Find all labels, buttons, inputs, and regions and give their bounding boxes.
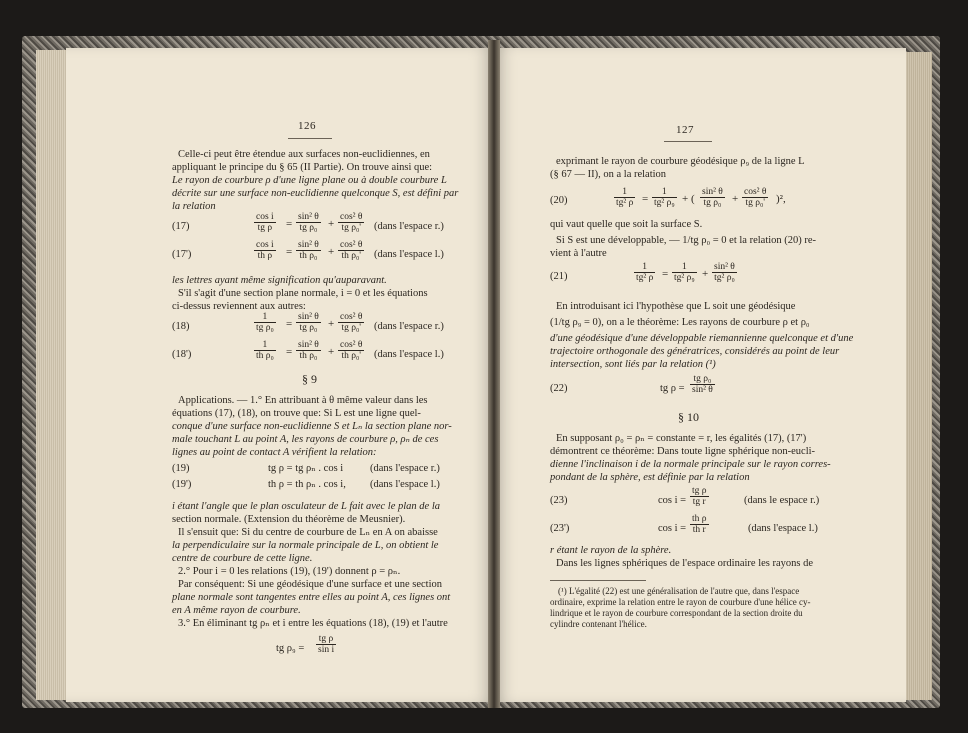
text-line: 3.° En éliminant tg ρₙ et i entre les équations (18), (19) et l'autre <box>178 618 448 629</box>
text-line: (1/tg ρ₉ = 0), on a le théorème: Les rayons de courbure ρ et ρ₀ <box>550 317 810 328</box>
equation-label: (17) <box>172 221 190 232</box>
equation-label: (23) <box>550 495 568 506</box>
text-line: i étant l'angle que le plan osculateur de L fait avec le plan de la <box>172 501 441 512</box>
equation-note: (dans l'espace l.) <box>374 349 444 360</box>
footnote-line: ordinaire, exprime la relation entre le rayon de courbure d'une hélice cy- <box>550 597 811 607</box>
equation-fraction: $\frac{\text{cos² θ}}{\text{tg ρ₀'}}$ <box>744 187 767 208</box>
page-number: 126 <box>298 120 316 132</box>
text-line: conque d'une surface non-euclidienne S et Lₙ la section plane nor- <box>172 421 452 432</box>
text-line: vient à l'autre <box>550 248 607 259</box>
left-page-edges <box>36 50 66 700</box>
text-line: trajectoire orthogonale des génératrices, considérés au point de leur <box>550 346 840 357</box>
equation-note: (dans l'espace l.) <box>748 523 818 534</box>
equation: tg ρ = <box>660 383 685 394</box>
text-line: la relation <box>172 201 216 212</box>
plus-sign: + <box>328 218 335 230</box>
equals-sign: = <box>286 318 293 330</box>
equation-fraction: $\frac{\text{cos² θ}}{\text{th ρ₀'}}$ <box>340 240 363 261</box>
equation-fraction: $\frac{\text{sin² θ}}{\text{tg ρ₀}}$ <box>702 187 723 208</box>
equation-fraction: $\frac{\text{cos² θ}}{\text{tg ρ₀'}}$ <box>340 312 363 333</box>
equation-fraction: $\frac{\text{sin² θ}}{\text{tg² ρ₀}}$ <box>714 262 735 283</box>
text-line: les lettres ayant même signification qu'auparavant. <box>172 275 387 286</box>
equation-fraction: $\frac{\text{sin² θ}}{\text{tg ρ₀}}$ <box>298 212 319 233</box>
equation-label: (18) <box>172 321 190 332</box>
text-line: démontrent ce théorème: Dans toute ligne sphérique non-eucli- <box>550 446 816 457</box>
footnote-line: lindrique et le rayon de courbure correspondant de la section droite du <box>550 608 803 618</box>
text-line: appliquant le principe du § 65 (II Partie). On trouve ainsi que: <box>172 162 433 173</box>
text-line: Le rayon de courbure ρ d'une ligne plane ou à double courbure L <box>172 175 447 186</box>
text-line: dienne l'inclinaison i de la normale principale sur le rayon corres- <box>550 459 831 470</box>
equation-fraction: $\frac{\text{th ρ}}{\text{th r}}$ <box>692 514 707 535</box>
equation: cos i = <box>658 523 687 534</box>
text-line: décrite sur une surface non-euclidienne quelconque S, est défini par <box>172 188 459 199</box>
footnote-rule <box>550 580 646 581</box>
text-line: Si S est une développable, — 1/tg ρ₀ = 0 et la relation (20) re- <box>556 235 817 246</box>
equation-fraction: $\frac{\text{cos i}}{\text{th ρ}}$ <box>256 240 274 261</box>
equation-note: (dans l'espace l.) <box>370 479 440 490</box>
equals-sign: = <box>286 246 293 258</box>
text-line: lignes au point de contact A vérifient la relation: <box>172 447 377 458</box>
equation-fraction: $\frac{1}{\text{tg ρ₀}}$ <box>256 312 274 333</box>
page-number-rule <box>288 138 332 139</box>
equation-note: (dans l'espace r.) <box>370 463 440 474</box>
text-line: la perpendiculaire sur la normale principale de L, on obtient le <box>172 540 439 551</box>
equation-fraction: $\frac{\text{cos² θ}}{\text{th ρ₀'}}$ <box>340 340 363 361</box>
section-heading: § 10 <box>678 410 699 424</box>
equation-fraction: $\frac{\text{cos i}}{\text{tg ρ}}$ <box>256 212 274 233</box>
text-line: d'une géodésique d'une développable riemannienne quelconque et d'une <box>550 333 854 344</box>
text-line: Applications. — 1.° En attribuant à θ même valeur dans les <box>178 395 428 406</box>
equation-label: (17') <box>172 249 192 260</box>
text-line: r étant le rayon de la sphère. <box>550 545 672 556</box>
equation-fraction: $\frac{1}{\text{tg² ρ₉}}$ <box>654 187 675 208</box>
footnote-line: cylindre contenant l'hélice. <box>550 619 647 629</box>
plus-sign: + <box>328 346 335 358</box>
equation-fraction: $\frac{1}{\text{tg² ρ₉}}$ <box>674 262 695 283</box>
equation-note: (dans l'espace r.) <box>374 321 444 332</box>
text-line: (§ 67 — II), on a la relation <box>550 169 667 180</box>
text-line: exprimant le rayon de courbure géodésique ρ₉ de la ligne L <box>556 156 805 167</box>
text-line: section normale. (Extension du théorème de Meusnier). <box>172 514 406 525</box>
equation-label: (22) <box>550 383 568 394</box>
text-line: Dans les lignes sphériques de l'espace ordinaire les rayons de <box>556 558 814 569</box>
equation-fraction: $\frac{1}{\text{th ρ₀}}$ <box>256 340 274 361</box>
equation-note: (dans l'espace r.) <box>374 221 444 232</box>
equation: tg ρ₉ = <box>276 643 305 654</box>
footnote-line: (¹) L'égalité (22) est une généralisation de l'autre que, dans l'espace <box>558 586 800 596</box>
equals-sign: = <box>662 268 669 280</box>
plus-sign: + <box>328 318 335 330</box>
equation-fraction: $\frac{\text{sin² θ}}{\text{th ρ₀}}$ <box>298 240 319 261</box>
equation-fraction: $\frac{\text{sin² θ}}{\text{tg ρ₀}}$ <box>298 312 319 333</box>
equation: th ρ = th ρₙ . cos i, <box>268 479 346 490</box>
text-line: en A même rayon de courbure. <box>172 605 301 616</box>
closing-paren: )², <box>776 193 786 205</box>
equation: cos i = <box>658 495 687 506</box>
equation-note: (dans l'espace l.) <box>374 249 444 260</box>
equation-label: (19') <box>172 479 192 490</box>
page-number-rule <box>664 141 712 142</box>
plus-sign: + <box>702 268 709 280</box>
equation-fraction: $\frac{\text{cos² θ}}{\text{tg ρ₀'}}$ <box>340 212 363 233</box>
text-line: centre de courbure de cette ligne. <box>172 553 313 564</box>
page-number: 127 <box>676 124 694 136</box>
equation-fraction: $\frac{\text{tg ρ}}{\text{tg r}}$ <box>692 486 707 507</box>
plus-sign: + ( <box>682 193 695 205</box>
equation-label: (19) <box>172 463 190 474</box>
equation-fraction: $\frac{\text{tg ρ₀}}{\text{sin² θ}}$ <box>692 374 713 395</box>
plus-sign: + <box>328 246 335 258</box>
text-line: En introduisant ici l'hypothèse que L soit une géodésique <box>556 301 796 312</box>
equals-sign: = <box>642 193 649 205</box>
equation: tg ρ = tg ρₙ . cos i <box>268 463 344 474</box>
text-line: S'il s'agit d'une section plane normale, i = 0 et les équations <box>178 288 428 299</box>
text-line: En supposant ρ₀ = ρₙ = constante = r, les égalités (17), (17') <box>556 433 807 444</box>
equation-fraction: $\frac{1}{\text{tg² ρ}}$ <box>636 262 654 283</box>
section-heading: § 9 <box>302 372 317 386</box>
equation-label: (20) <box>550 195 568 206</box>
right-page-edges <box>906 52 932 700</box>
equation-fraction: $\frac{1}{\text{tg² ρ}}$ <box>616 187 634 208</box>
text-line: Celle-ci peut être étendue aux surfaces non-euclidiennes, en <box>178 149 430 160</box>
right-page <box>494 48 906 702</box>
equals-sign: = <box>286 346 293 358</box>
text-line: équations (17), (18), on trouve que: Si L est une ligne quel- <box>172 408 421 419</box>
equation-label: (23') <box>550 523 570 534</box>
equation-fraction: $\frac{\text{sin² θ}}{\text{th ρ₀}}$ <box>298 340 319 361</box>
text-line: plane normale sont tangentes entre elles au point A, ces lignes ont <box>172 592 451 603</box>
equation-fraction: $\frac{\text{tg ρ}}{\text{sin i}}$ <box>318 634 335 655</box>
left-page <box>66 48 494 702</box>
text-line: intersection, sont liés par la relation (¹) <box>550 359 716 370</box>
text-line: qui vaut quelle que soit la surface S. <box>550 219 703 230</box>
text-line: ci-dessus reviennent aux autres: <box>172 301 306 312</box>
text-line: Il s'ensuit que: Si du centre de courbure de Lₙ en A on abaisse <box>178 527 438 538</box>
plus-sign: + <box>732 193 739 205</box>
text-line: 2.° Pour i = 0 les relations (19), (19') donnent ρ = ρₙ. <box>178 566 401 577</box>
equals-sign: = <box>286 218 293 230</box>
text-line: male touchant L au point A, les rayons de courbure ρ, ρₙ de ces <box>172 434 439 445</box>
equation-note: (dans le espace r.) <box>744 495 820 506</box>
book-gutter <box>488 40 500 708</box>
equation-label: (21) <box>550 271 568 282</box>
text-line: Par conséquent: Si une géodésique d'une surface et une section <box>178 579 443 590</box>
equation-label: (18') <box>172 349 192 360</box>
text-line: pondant de la sphère, est définie par la relation <box>550 472 750 483</box>
